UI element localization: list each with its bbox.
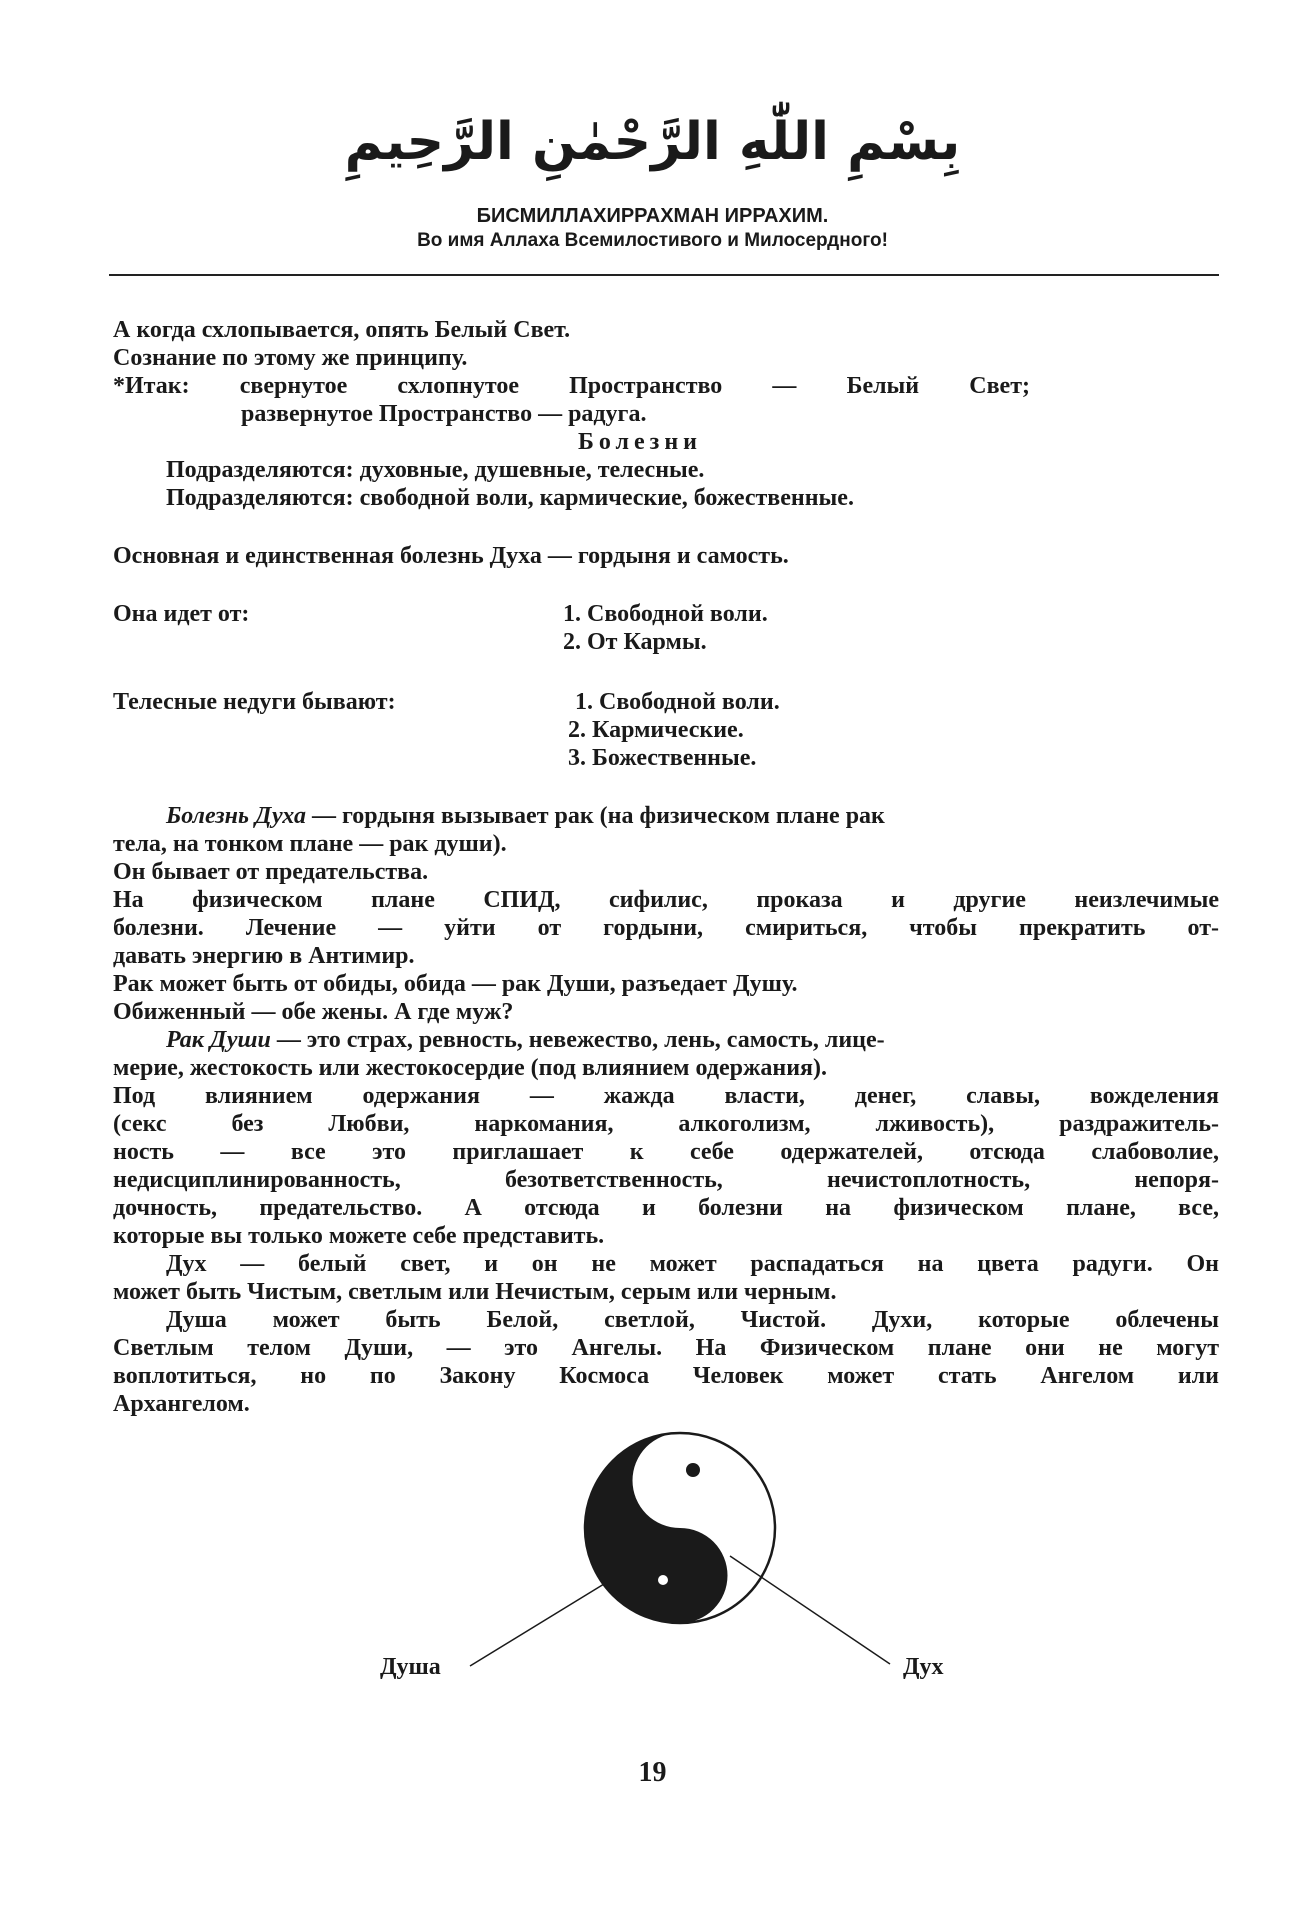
list-item: 2. Кармические.	[568, 717, 744, 743]
text-line: На физическом плане СПИД, сифилис, проказа и другие неизлечимые	[113, 887, 1219, 913]
text-line	[166, 1026, 1219, 1054]
text-run: — гордыня вызывает рак (на физическом плане рак	[305, 803, 885, 829]
text-line: Архангелом.	[113, 1391, 250, 1417]
header-title: БИСМИЛЛАХИРРАХМАН ИРРАХИМ.	[476, 205, 829, 227]
text-line: Основная и единственная болезнь Духа — гордыня и самость.	[113, 543, 789, 569]
text-line: Он бывает от предательства.	[113, 859, 429, 885]
text-line	[166, 802, 885, 830]
text-line: мерие, жестокость или жестокосердие (под влиянием одержания).	[113, 1055, 827, 1081]
text-line: Телесные недуги бывают:	[113, 689, 396, 715]
text-line: Сознание по этому же принципу.	[113, 345, 468, 371]
text-line: Подразделяются: свободной воли, кармические, божественные.	[166, 485, 854, 511]
yin-yang-figure	[580, 1428, 780, 1628]
text-line: Подразделяются: духовные, душевные, телесные.	[166, 457, 705, 483]
section-heading: Болезни	[578, 429, 702, 455]
list-item: 1. Свободной воли.	[575, 689, 780, 715]
yang-dot	[686, 1463, 700, 1477]
text-line: давать энергию в Антимир.	[113, 943, 415, 969]
text-line: Под влиянием одержания — жажда власти, денег, славы, вожделения	[113, 1083, 1219, 1109]
text-line: развернутое Пространство — радуга.	[241, 401, 647, 427]
text-line: может быть Чистым, светлым или Нечистым, серым или черным.	[113, 1279, 837, 1305]
text-line: *Итак: свернутое схлопнутое Пространство — Белый Свет;	[113, 373, 1030, 399]
header-subtitle: Во имя Аллаха Всемилостивого и Милосердного!	[417, 230, 888, 251]
header-rule	[109, 274, 1219, 276]
text-line: Светлым телом Души, — это Ангелы. На Физическом плане они не могут	[113, 1335, 1219, 1361]
text-line: Дух — белый свет, и он не может распадаться на цвета радуги. Он	[166, 1251, 1219, 1277]
text-line: (секс без Любви, наркомания, алкоголизм, лживость), раздражитель-	[113, 1111, 1219, 1137]
text-line: ность — все это приглашает к себе одержателей, отсюда слабоволие,	[113, 1139, 1219, 1165]
page-number: 19	[638, 1757, 667, 1788]
figure-label-soul: Душа	[380, 1654, 441, 1680]
text-line: недисциплинированность, безответственность, нечистоплотность, непоря-	[113, 1167, 1219, 1193]
text-line: Рак может быть от обиды, обида — рак Души, разъедает Душу.	[113, 971, 798, 997]
text-line: Обиженный — обе жены. А где муж?	[113, 999, 514, 1025]
list-item: 3. Божественные.	[568, 745, 757, 771]
text-line: болезни. Лечение — уйти от гордыни, смириться, чтобы прекратить от-	[113, 915, 1219, 941]
text-line: А когда схлопывается, опять Белый Свет.	[113, 317, 571, 343]
text-line: дочность, предательство. А отсюда и болезни на физическом плане, все,	[113, 1195, 1219, 1221]
list-item: 2. От Кармы.	[563, 629, 707, 655]
italic-term: Болезнь Духа	[166, 803, 306, 829]
text-run: — это страх, ревность, невежество, лень, самость, лице-	[270, 1027, 885, 1053]
figure-label-spirit: Дух	[903, 1654, 944, 1680]
text-line: Душа может быть Белой, светлой, Чистой. Духи, которые облечены	[166, 1307, 1219, 1333]
text-line: Она идет от:	[113, 601, 250, 627]
italic-term: Рак Души	[166, 1027, 271, 1053]
text-line: воплотиться, но по Закону Космоса Человек может стать Ангелом или	[113, 1363, 1219, 1389]
list-item: 1. Свободной воли.	[563, 601, 768, 627]
yin-dot	[658, 1575, 668, 1585]
text-line: которые вы только можете себе представить.	[113, 1223, 605, 1249]
text-line: тела, на тонком плане — рак души).	[113, 831, 507, 857]
arabic-calligraphy: بِسْمِ اللّٰهِ الرَّحْمٰنِ الرَّحِيمِ	[344, 112, 961, 172]
